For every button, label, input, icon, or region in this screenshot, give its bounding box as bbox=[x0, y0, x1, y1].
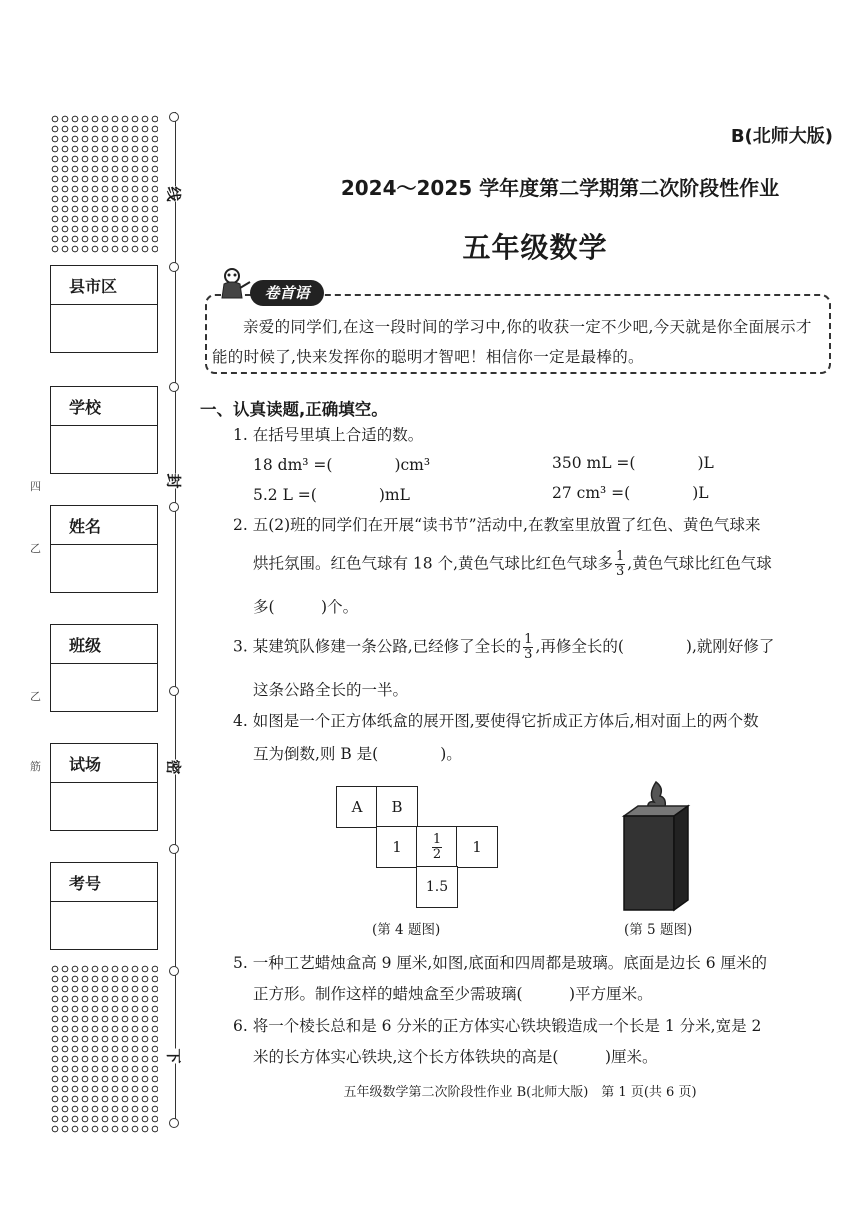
q2-line2: 烘托氛围。红色气球有 18 个,黄色气球比红色气球多 $\frac{1}{3}$ ,黄色气球比红色气球 bbox=[253, 549, 772, 579]
cut-circle bbox=[169, 844, 179, 854]
q1-c[interactable]: 5.2 L =( )mL bbox=[253, 486, 410, 504]
net-cell-1: 1 bbox=[376, 826, 418, 868]
net-cell-1b: 1 bbox=[456, 826, 498, 868]
q1-d[interactable]: 27 cm³ =( )L bbox=[552, 484, 709, 502]
q2-line1: 2. 五(2)班的同学们在开展“读书节”活动中,在教室里放置了红色、黄色气球来 bbox=[233, 516, 761, 534]
field-label: 县市区 bbox=[51, 266, 157, 305]
q6-line1: 6. 将一个棱长总和是 6 分米的正方体实心铁块锻造成一个长是 1 分米,宽是 2 bbox=[233, 1017, 762, 1035]
figure4-caption: (第 4 题图) bbox=[372, 922, 441, 938]
q6-line2[interactable]: 米的长方体实心铁块,这个长方体铁块的高是( )厘米。 bbox=[253, 1048, 658, 1066]
q5-line2[interactable]: 正方形。制作这样的蜡烛盒至少需玻璃( )平方厘米。 bbox=[253, 985, 653, 1003]
field-label: 考号 bbox=[51, 863, 157, 902]
cut-circle bbox=[169, 112, 179, 122]
field-label: 试场 bbox=[51, 744, 157, 783]
q5-line1: 5. 一种工艺蜡烛盒高 9 厘米,如图,底面和四周都是玻璃。底面是边长 6 厘米的 bbox=[233, 954, 768, 972]
q3-line2: 这条公路全长的一半。 bbox=[253, 681, 409, 699]
field-label: 班级 bbox=[51, 625, 157, 664]
mascot-icon bbox=[214, 264, 254, 304]
intro-text: 亲爱的同学们,在这一段时间的学习中,你的收获一定不少吧,今天就是你全面展示才能的时候了,快来发挥你的聪明才智吧！相信你一定是最棒的。 bbox=[212, 318, 812, 366]
net-cell-a: A bbox=[336, 786, 378, 828]
dot-pattern-top bbox=[50, 114, 158, 254]
q4-line2[interactable]: 互为倒数,则 B 是( )。 bbox=[253, 745, 462, 763]
side-mark: 乙 bbox=[30, 542, 41, 555]
page-title: 2024～2025 学年度第二学期第二次阶段性作业 bbox=[340, 176, 780, 200]
q3-line1[interactable]: 3. 某建筑队修建一条公路,已经修了全长的 $\frac{1}{3}$ ,再修全长的( ),就刚好修了 bbox=[233, 632, 775, 662]
side-mark: 乙 bbox=[30, 690, 41, 703]
q1-a[interactable]: 18 dm³ =( )cm³ bbox=[253, 456, 431, 474]
cut-char-feng: 封 bbox=[164, 473, 183, 489]
fraction: $\frac{1}{2}$ bbox=[432, 831, 442, 862]
field-label: 学校 bbox=[51, 387, 157, 426]
edition-label: B(北师大版) bbox=[730, 126, 833, 147]
side-mark: 筋 bbox=[30, 760, 41, 773]
cut-circle bbox=[169, 382, 179, 392]
field-exam-number[interactable] bbox=[50, 862, 158, 950]
candle-box-figure bbox=[618, 778, 694, 914]
intro-tag: 卷首语 bbox=[250, 280, 324, 306]
page-footer: 五年级数学第二次阶段性作业 B(北师大版) 第 1 页(共 6 页) bbox=[343, 1085, 697, 1100]
field-label: 姓名 bbox=[51, 506, 157, 545]
section-heading: 一、认真读题,正确填空。 bbox=[200, 400, 388, 419]
field-county[interactable] bbox=[50, 265, 158, 353]
cut-circle bbox=[169, 966, 179, 976]
field-exam-room[interactable] bbox=[50, 743, 158, 831]
cut-circle bbox=[169, 686, 179, 696]
q1-b[interactable]: 350 mL =( )L bbox=[552, 454, 714, 472]
fraction: $\frac{1}{3}$ bbox=[616, 549, 625, 579]
q1-stem: 1. 在括号里填上合适的数。 bbox=[233, 426, 424, 444]
q2-line3[interactable]: 多( )个。 bbox=[253, 598, 359, 616]
figure5-caption: (第 5 题图) bbox=[624, 922, 693, 938]
cut-circle bbox=[169, 1118, 179, 1128]
net-cell-half bbox=[416, 826, 458, 868]
dot-pattern-bottom bbox=[50, 964, 158, 1134]
field-name[interactable] bbox=[50, 505, 158, 593]
side-mark: 四 bbox=[30, 480, 41, 493]
cut-circle bbox=[169, 262, 179, 272]
cut-char-mi: 密 bbox=[164, 759, 183, 775]
cut-circle bbox=[169, 502, 179, 512]
net-cell-b: B bbox=[376, 786, 418, 828]
q4-line1: 4. 如图是一个正方体纸盒的展开图,要使得它折成正方体后,相对面上的两个数 bbox=[233, 712, 759, 730]
net-cell-1-5: 1.5 bbox=[416, 866, 458, 908]
cut-char-xia: 下 bbox=[164, 1048, 183, 1064]
subject-title: 五年级数学 bbox=[462, 231, 608, 264]
field-school[interactable] bbox=[50, 386, 158, 474]
cut-char-xian: 线 bbox=[164, 186, 183, 202]
field-class[interactable] bbox=[50, 624, 158, 712]
fraction: $\frac{1}{3}$ bbox=[524, 632, 533, 662]
